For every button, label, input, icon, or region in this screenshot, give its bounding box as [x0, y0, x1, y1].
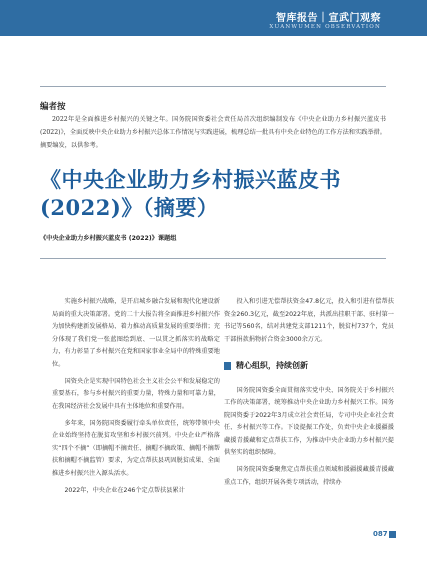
paragraph: 实施乡村振兴战略，是开启城乡融合发展和现代化建设新局面的重大决策部署。党的二十大报告将全面推进乡村振兴作为加快构建新发展格局、着力推动高质量发展的重要举措；充分体现了我们党一张蓝图绘到底、一以贯之抓落实的战略定力，有力彰显了乡村振兴在党和国家事业全局中的特殊重要地位。 [52, 298, 220, 368]
section-heading [224, 360, 394, 373]
paragraph: 国资央企是实现中国特色社会主义社会公平和发展稳定的重要基石，参与乡村振兴的重要力量，特殊力量和可靠力量，在我国经济社会发展中具有主体地位和重要作用。 [52, 377, 220, 410]
editor-note-heading: 编者按 [40, 102, 66, 112]
paragraph: 国务院国资委聚焦定点帮扶重点领域和援疆援藏援青援藏重点工作，组织开展各类专项活动，持续办 [224, 466, 394, 486]
editor-note-text: 2022年是全面推进乡村振兴的关键之年。国务院国资委社会责任局首次组织编制发布《中央企业助力乡村振兴蓝皮书(2022)》，全面反映中央企业助力乡村振兴总体工作情况与实践进展，梳理总结一批具有中央企业特色的工作方法和实践举措。摘要编发，以供参考。 [40, 116, 386, 149]
paragraph: 多年来，国务院国资委履行牵头单位责任，统筹带领中央企业始终坚持在脱贫攻坚和乡村振兴前列。中央企业严格落实“四个不摘”（即摘帽不摘责任、摘帽不摘政策、摘帽不摘帮扶和摘帽不摘监管）要求，为定点帮扶县巩固脱贫成果、全面推进乡村振兴注入源头活水。 [52, 419, 220, 477]
column-subtitle: XUANWUMEN OBSERVATION [269, 24, 381, 30]
left-column [52, 296, 220, 502]
page-marker-icon [389, 531, 396, 538]
title-divider [40, 258, 386, 259]
header-bar [0, 0, 427, 36]
paragraph: 2022年，中央企业在246个定点帮扶县累计 [64, 486, 185, 494]
article-title: 《中央企业助力乡村振兴蓝皮书 (2022)》（摘要） [40, 167, 341, 220]
article-byline: 《中央企业助力乡村振兴蓝皮书 (2022)》课题组 [40, 235, 177, 242]
paragraph: 投入和引进无偿帮扶资金47.8亿元，投入和引进有偿帮扶资金260.3亿元，截至2022年底，共派出挂职干部、驻村第一书记等560名，结对共建党支部1211个，脱贫村737个，党员干部捐款捐物折合资金3000余万元。 [224, 298, 394, 343]
top-divider [40, 86, 386, 87]
section-heading-text: 精心组织，持续创新 [236, 361, 308, 370]
right-column [224, 296, 394, 494]
page-number: 087 [373, 530, 388, 538]
paragraph: 国务院国资委全面贯彻落实党中央、国务院关于乡村振兴工作的决策部署，统筹推动中央企业助力乡村振兴工作。国务院国资委于2022年3月成立社会责任局，专司中央企业社会责任、乡村振兴等工作。下设提振工作处，负责中央企业援疆援藏援青援藏和定点帮扶工作，为推动中央企业助力乡村振兴提供坚实的组织保障。 [224, 386, 394, 456]
column-title: 智库报告｜宣武门观察 [276, 13, 381, 24]
section-marker-icon [224, 362, 231, 370]
